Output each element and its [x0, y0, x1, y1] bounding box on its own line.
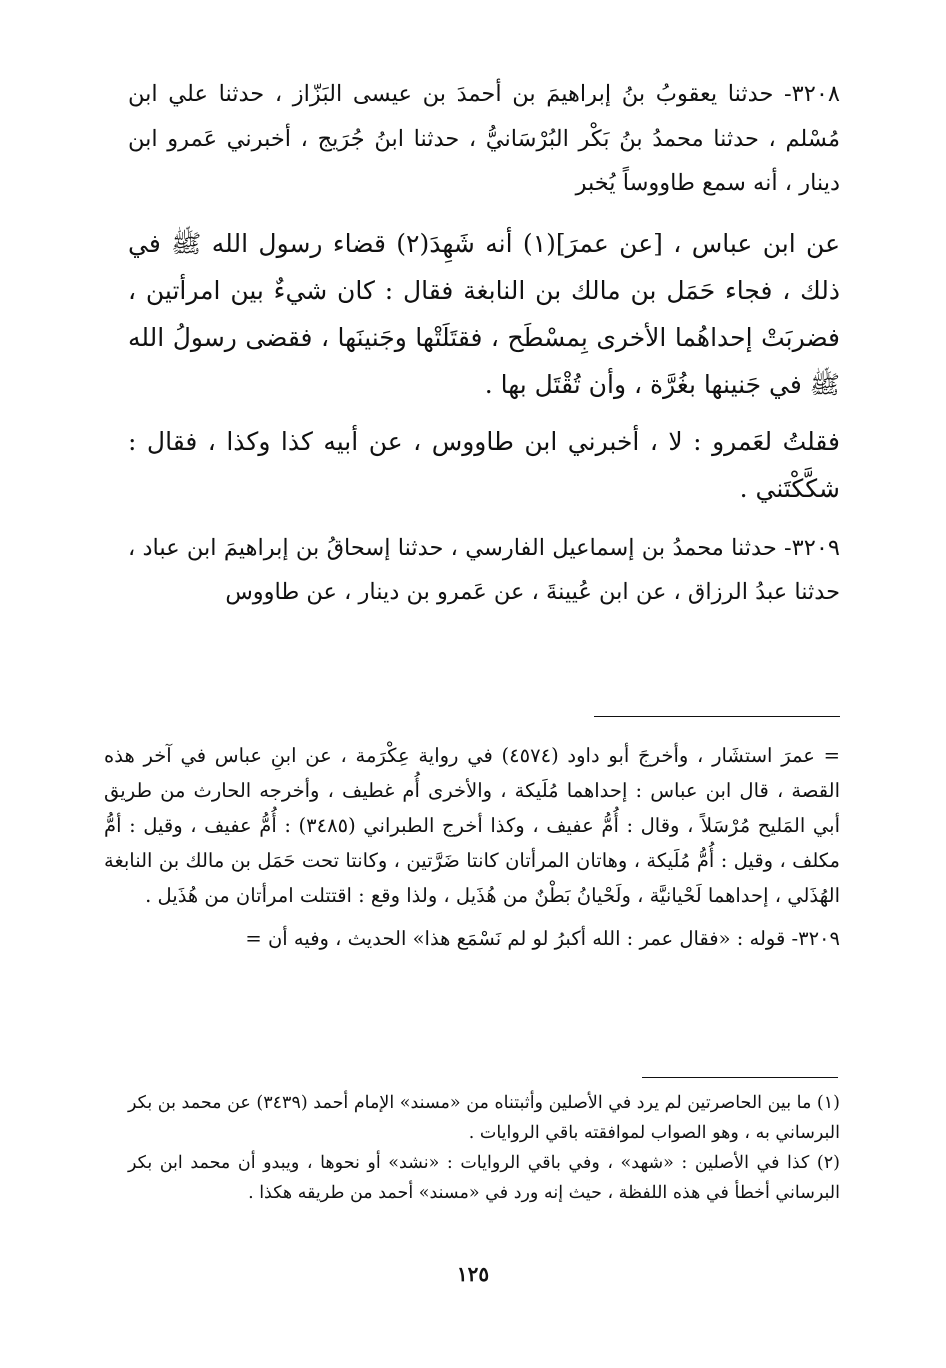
- commentary-block: [104, 738, 840, 956]
- footnote-divider: [642, 1077, 838, 1078]
- main-text: [128, 72, 840, 615]
- hadith-3208-matn: عن ابن عباس ، [عن عمرَ](١) أنه شَهِدَ(٢) قضاء رسول الله ﷺ في ذلك ، فجاء حَمَل بن مالك بن النابغة فقال : كان شيءٌ بين امرأتين ، فضربَتْ إحداهُما الأخرى بِمسْطَح ، فقتَلَتْها وجَنينَها ، فقضى رسولُ الله ﷺ في جَنينها بغُرَّة ، وأن تُقْتَل بها .: [128, 228, 840, 399]
- footnote-1: (١) ما بين الحاصرتين لم يرد في الأصلين وأثبتناه من «مسند» الإمام أحمد (٣٤٣٩) عن محمد بن بكر البرساني به ، وهو الصواب لموافقته باقي الروايات .: [128, 1093, 840, 1143]
- hadith-3208-isnad: ٣٢٠٨- حدثنا يعقوبُ بنُ إبراهيمَ بن أحمدَ بن عيسى البَزّاز ، حدثنا علي ابن مُسْلم ، حدثنا محمدُ بنُ بَكْر البُرْسَانيُّ ، حدثنا ابنُ جُرَيج ، أخبرني عَمرو ابن دينار ، أنه سمع طاووساً يُخبر: [128, 81, 840, 196]
- commentary-continued: = عمرَ استشَار ، وأخرجَ أبو داود (٤٥٧٤) في رواية عِكْرَمة ، عن ابنِ عباس في آخر هذه القصة ، قال ابن عباس : إحداهما مُلَيكة ، والأخرى أُم غطيف ، وأخرجه الحارث من طريق أبي المَليح مُرْسَلاً ، وقال : أُمُّ عفيف ، وكذا أخرج الطبراني (٣٤٨٥) : أُمُّ عفيف ، وقيل : أمُّ مكلف ، وقيل : أُمُّ مُلَيكة ، وهاتان المرأتان كانتا ضَرَّتين ، وكانتا تحت حَمَل بن مالك بن النابغة الهُذَلي ، إحداهما لَحْيانيَّة ، ولَحْيانُ بَطْنٌ من هُذَيل ، ولذا وقع : اقتتلت امرأتان من هُذَيل .: [104, 744, 840, 907]
- page-number: ١٢٥: [456, 1262, 490, 1286]
- footnote-2: (٢) كذا في الأصلين : «شهد» ، وفي باقي الروايات : «نشد» أو نحوها ، ويبدو أن محمد ابن بكر البرساني أخطأ في هذه اللفظة ، حيث إنه ورد في «مسند» أحمد من طريقه هكذا .: [128, 1153, 840, 1203]
- commentary-3209: ٣٢٠٩- قوله : «فقال عمر : الله أكبرُ لو لم نَسْمَع هذا» الحديث ، وفيه أن =: [245, 927, 840, 950]
- hadith-3208-end: فقلتُ لعَمرو : لا ، أخبرني ابن طاووس ، عن أبيه كذا وكذا ، فقال : شكَّكْتَني .: [128, 426, 840, 503]
- commentary-divider: [594, 716, 840, 717]
- footnotes: [128, 1088, 840, 1208]
- hadith-3209-isnad: ٣٢٠٩- حدثنا محمدُ بن إسماعيل الفارسي ، حدثنا إسحاقُ بن إبراهيمَ ابن عباد ، حدثنا عبدُ الرزاق ، عن ابن عُيينةَ ، عن عَمرو بن دينار ، عن طاووس: [128, 534, 840, 605]
